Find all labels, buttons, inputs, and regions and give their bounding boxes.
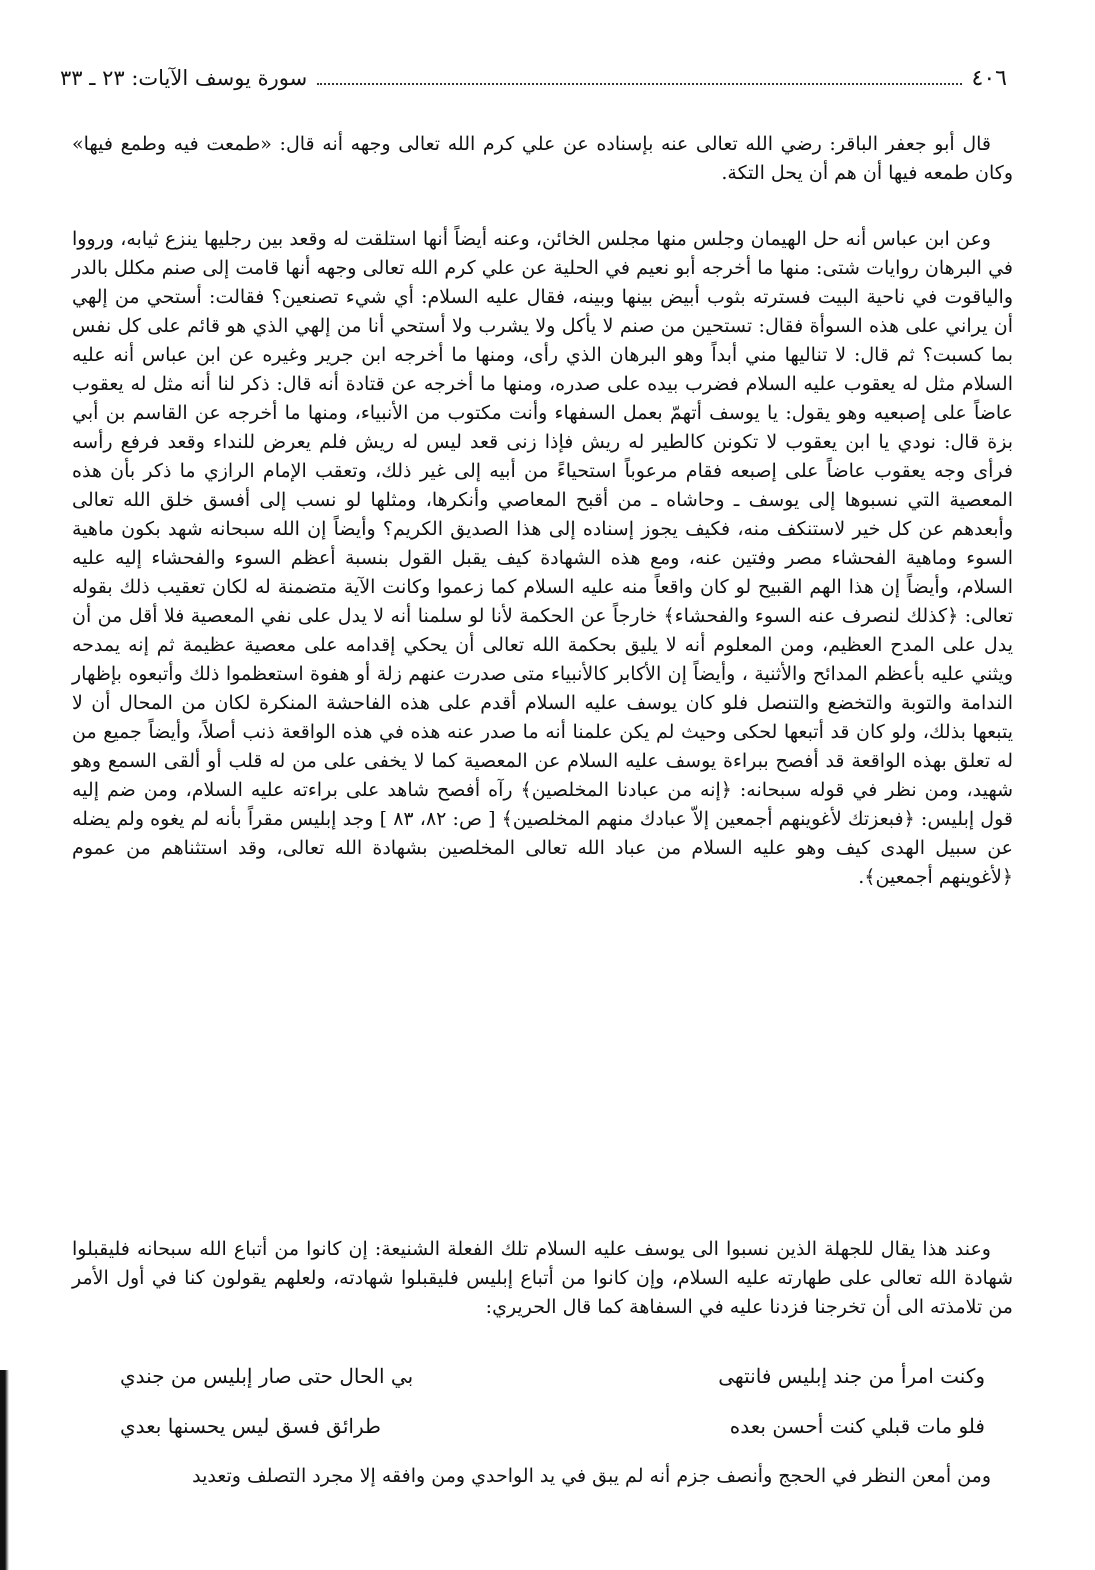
paragraph	[72, 225, 1013, 892]
paragraph-text: ومن أمعن النظر في الحجج وأنصف جزم أنه لم يبق في يد الواحدي ومن وافقه إلا مجرد التصلف وتعديد	[192, 1465, 991, 1487]
section-title: سورة يوسف الآيات: ٢٣ ـ ٣٣	[60, 66, 308, 90]
verse-first-hemistich: فلو مات قبلي كنت أحسن بعده	[729, 1414, 985, 1438]
verse-first-hemistich: وكنت امرأ من جند إبليس فانتهى	[718, 1364, 985, 1388]
paragraph-text: وعن ابن عباس أنه حل الهيمان وجلس منها مجلس الخائن، وعنه أيضاً أنها استلقت له وقعد بين رجليها ينزع ثيابه، ورووا في البرهان روايات شتى: منها ما أخرجه أبو نعيم في الحلية عن علي كرم الله تعالى وجهه أنها قامت إلى صنم مكلل بالدر والياقوت في ناحية البيت فسترته بثوب أبيض بينها وبينه، فقال عليه السلام: أي شيء تصنعين؟ فقالت: أستحي من إلهي أن يراني على هذه السوأة فقال: تستحين من صنم لا يأكل ولا يشرب ولا أستحي أنا من إلهي الذي هو قائم على كل نفس بما كسبت؟ ثم قال: لا تناليها مني أبداً وهو البرهان الذي رأى، ومنها ما أخرجه ابن جرير وغيره عن ابن عباس أنه عليه السلام مثل له يعقوب عليه السلام فضرب بيده على صدره، ومنها ما أخرجه عن قتادة أنه قال: ذكر لنا أنه مثل له يعقوب عاضاً على إصبعيه وهو يقول: يا يوسف أتهمّ بعمل السفهاء وأنت مكتوب من الأنبياء، ومنها ما أخرجه عن القاسم بن أبي بزة قال: نودي يا ابن يعقوب لا تكونن كالطير له ريش فإذا زنى قعد ليس له ريش فلم يعرض للنداء وقعد فرفع رأسه فرأى وجه يعقوب عاضاً على إصبعه فقام مرعوباً استحياءً من أبيه إلى غير ذلك، وتعقب الإمام الرازي ما ذكر بأن هذه المعصية التي نسبوها إلى يوسف ـ وحاشاه ـ من أقبح المعاصي وأنكرها، ومثلها لو نسب إلى أفسق خلق الله تعالى وأبعدهم عن كل خير لاستنكف منه، فكيف يجوز إسناده إلى هذا الصديق الكريم؟ وأيضاً إن الله سبحانه شهد بكون ماهية السوء وماهية الفحشاء مصر وفتين عنه، ومع هذه الشهادة كيف يقبل القول بنسبة أعظم السوء والفحشاء إليه عليه السلام، وأيضاً إن هذا الهم القبيح لو كان واقعاً منه عليه السلام كما زعموا وكانت الآية متضمنة له لكان تعقيب ذلك بقوله تعالى: ﴿كذلك لنصرف عنه السوء والفحشاء﴾ خارجاً عن الحكمة لأنا لو سلمنا أنه لا يدل على نفي المعصية فلا أقل من أن يدل على المدح العظيم، ومن المعلوم أنه لا يليق بحكمة الله تعالى أن يحكي إقدامه على معصية عظيمة ثم إنه يمدحه ويثني عليه بأعظم المدائح والأثنية ، وأيضاً إن الأكابر كالأنبياء متى صدرت عنهم زلة أو هفوة استعظموا ذلك وأتبعوه بإظهار الندامة والتوبة والتخضع والتنصل فلو كان يوسف عليه السلام أقدم على هذه الفاحشة المنكرة لكان من المحال أن لا يتبعها بذلك، ولو كان قد أتبعها لحكى وحيث لم يكن علمنا أنه ما صدر عنه هذه في هذه الواقعة ذنب أصلاً، وأيضاً جميع من له تعلق بهذه الواقعة قد أفصح ببراءة يوسف عليه السلام عن المعصية كما لا يخفى على من له قلب أو ألقى السمع وهو شهيد، ومن نظر في قوله سبحانه: ﴿إنه من عبادنا المخلصين﴾ رآه أفصح شاهد على براءته عليه السلام، ومن ضم إليه قول إبليس: ﴿فبعزتك لأغوينهم أجمعين إلاّ عبادك منهم المخلصين﴾ [ ص: ٨٢، ٨٣ ] وجد إبليس مقراً بأنه لم يغوه ولم يضله عن سبيل الهدى كيف وهو عليه السلام من عباد الله تعالى المخلصين بشهادة الله تعالى، وقد استثناهم من عموم ﴿لأغوينهم أجمعين﴾.	[72, 228, 1013, 888]
poem-verse	[120, 1414, 985, 1438]
page-number: ٤٠٦	[971, 65, 1007, 91]
page-header	[60, 60, 1007, 96]
paragraph	[72, 1235, 1013, 1322]
paragraph	[72, 130, 1013, 188]
paragraph-text: وعند هذا يقال للجهلة الذين نسبوا الى يوسف عليه السلام تلك الفعلة الشنيعة: إن كانوا من أتباع الله سبحانه فليقبلوا شهادة الله تعالى على طهارته عليه السلام، وإن كانوا من أتباع إبليس فليقبلوا شهادته، ولعلهم يقولون كنا في أول الأمر من تلامذته الى أن تخرجنا فزدنا عليه في السفاهة كما قال الحريري:	[72, 1238, 1013, 1318]
poem-verse	[120, 1364, 985, 1388]
verse-second-hemistich: بي الحال حتى صار إبليس من جندي	[120, 1364, 414, 1388]
paragraph-text: قال أبو جعفر الباقر: رضي الله تعالى عنه بإسناده عن علي كرم الله تعالى وجهه أنه قال: «طمعت فيه وطمع فيها» وكان طمعه فيها أن هم أن يحل التكة.	[72, 133, 1013, 184]
header-dotted-leader	[317, 71, 961, 85]
scan-edge-shadow	[0, 1370, 9, 1570]
verse-second-hemistich: طرائق فسق ليس يحسنها بعدي	[120, 1414, 381, 1438]
paragraph	[72, 1462, 1013, 1491]
